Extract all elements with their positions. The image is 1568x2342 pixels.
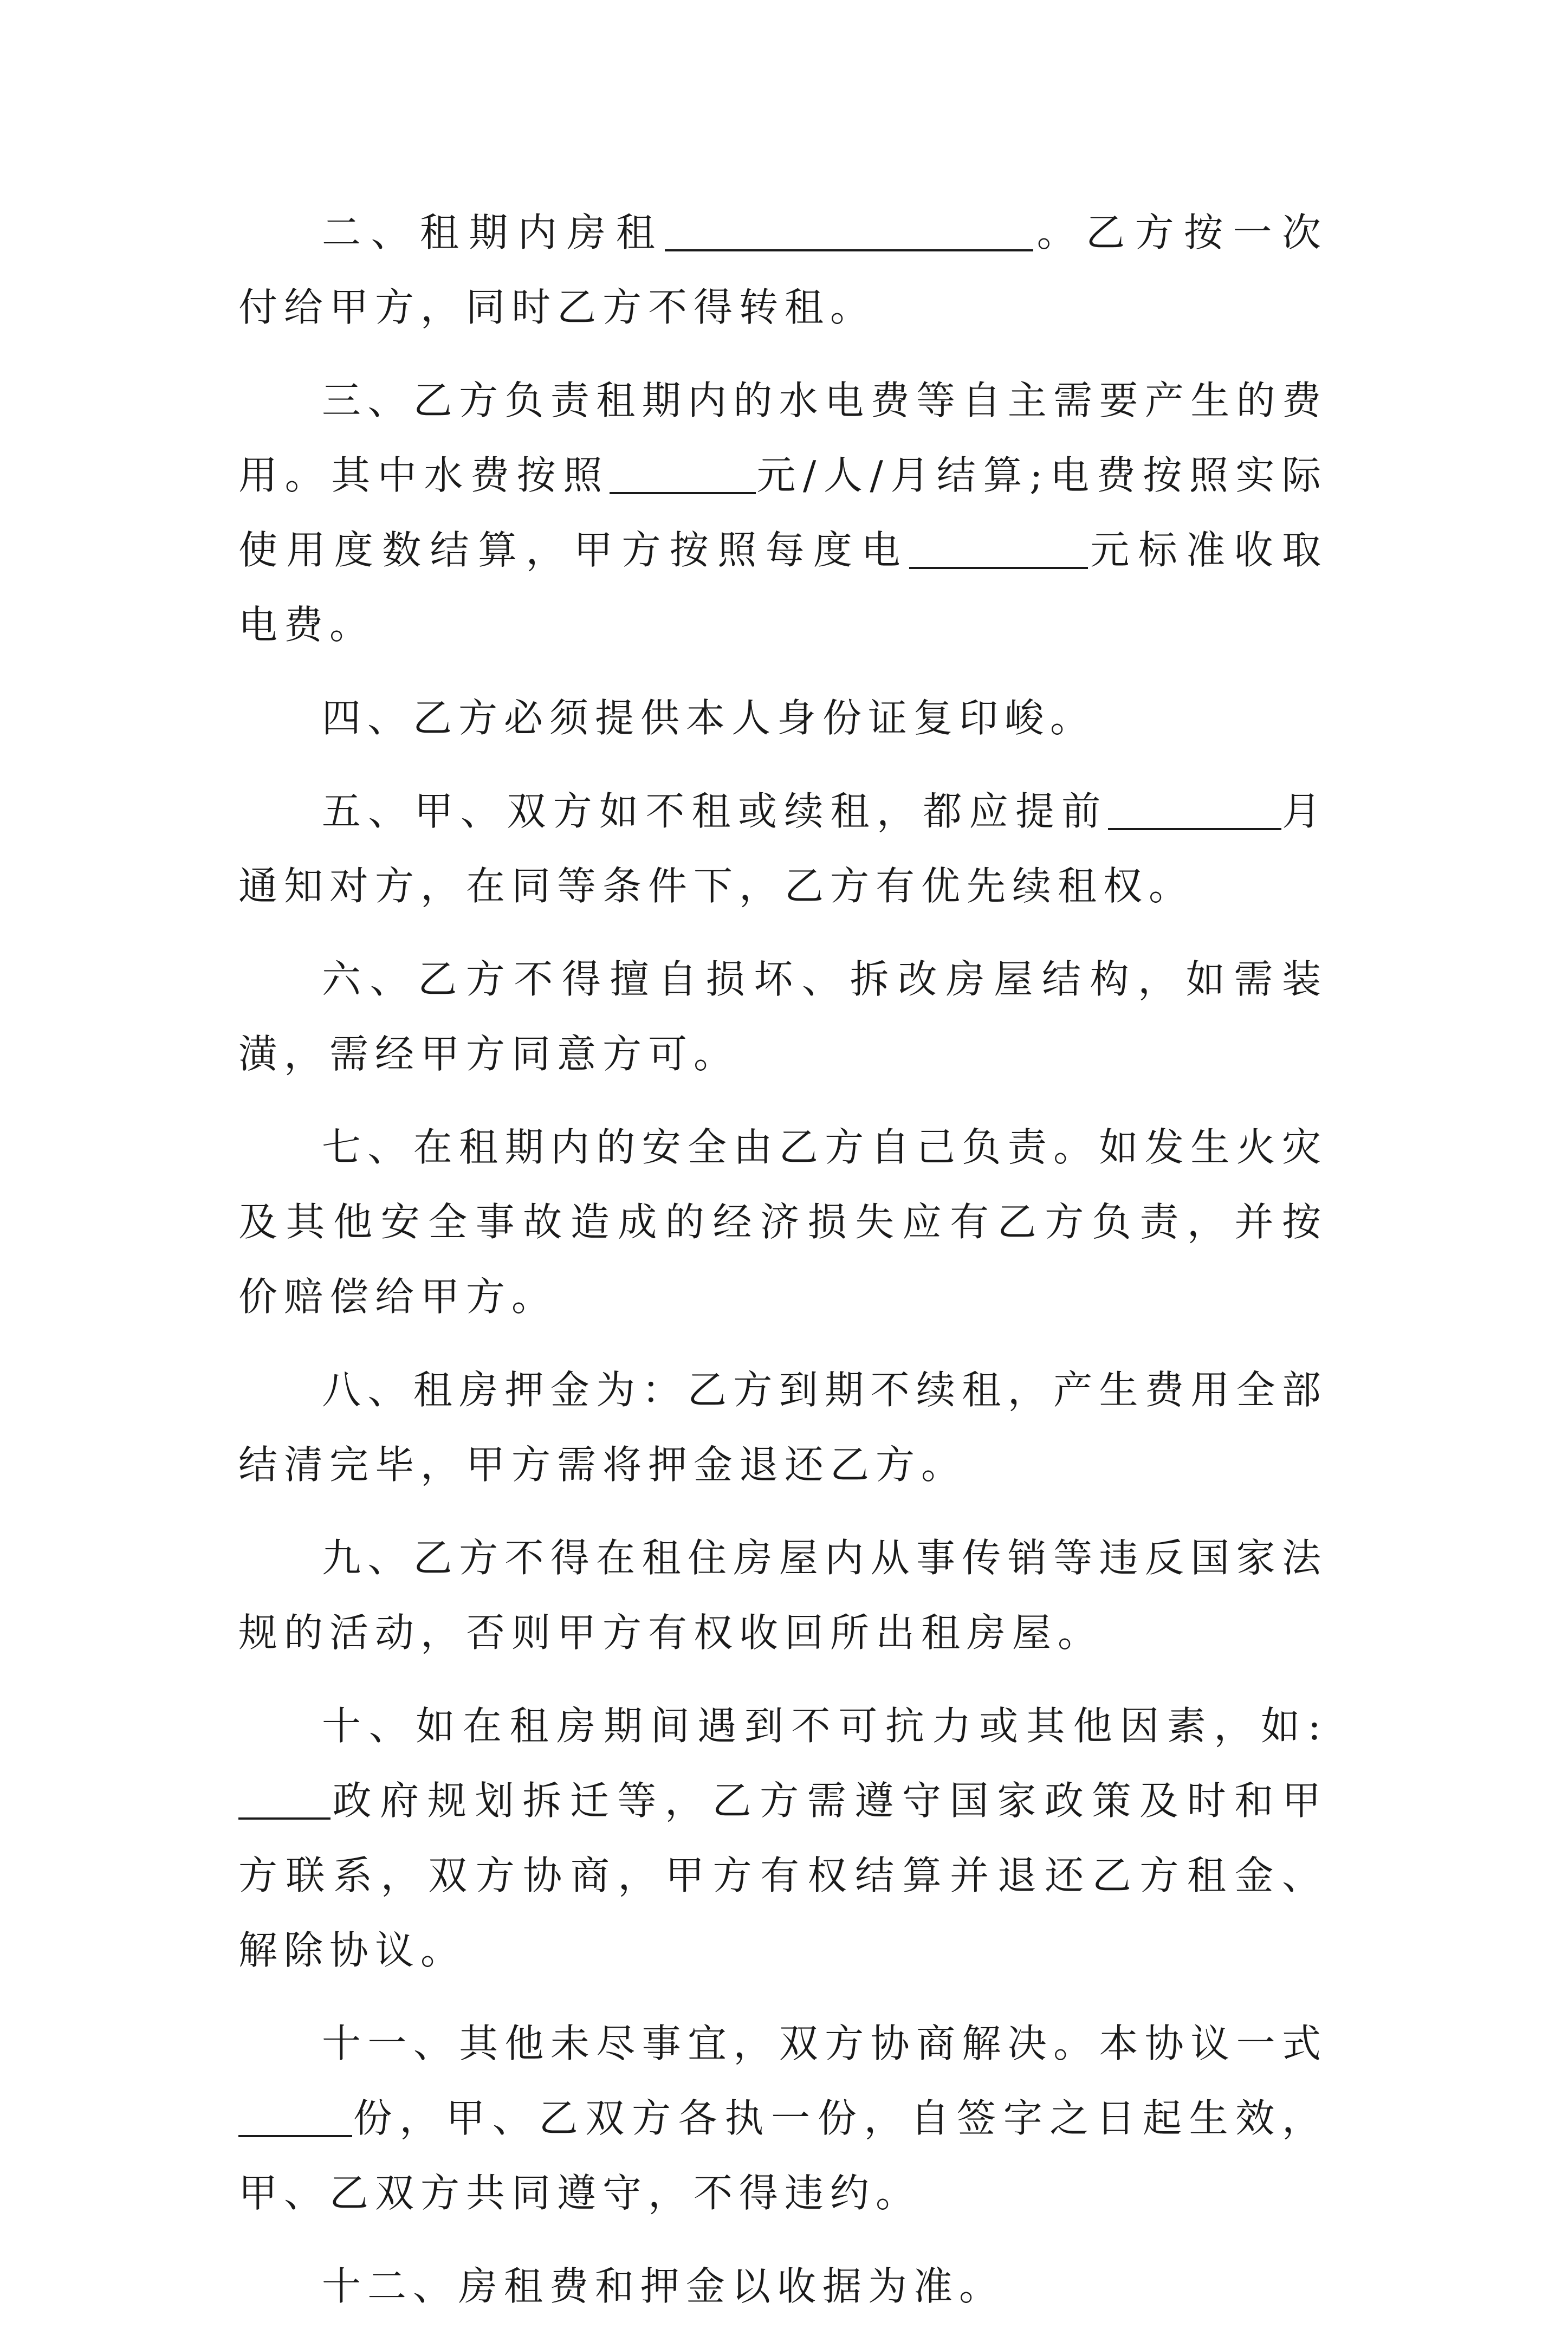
clause-3-text-c: 元标准收取电费。 bbox=[238, 527, 1327, 648]
clause-3-text-a: 三、乙方负责租期内的水电费等自主需要产生的费用。其中水费按照 bbox=[238, 378, 1327, 498]
rent-amount-blank bbox=[665, 210, 1033, 251]
agreement-body bbox=[238, 195, 1327, 2342]
clause-12 bbox=[238, 2249, 1327, 2324]
clause-11 bbox=[238, 2006, 1327, 2230]
clause-10-text-b: 政府规划拆迁等，乙方需遵守国家政策及时和甲方联系，双方协商，甲方有权结算并退还乙方租金、解除协议。 bbox=[238, 1778, 1327, 1973]
clause-4 bbox=[238, 681, 1327, 755]
clause-5-text-b: 月通知对方，在同等条件下，乙方有优先续租权。 bbox=[238, 788, 1327, 909]
clause-9 bbox=[238, 1521, 1327, 1670]
clause-7-text: 七、在租期内的安全由乙方自己负责。如发生火灾及其他安全事故造成的经济损失应有乙方负责，并按价赔偿给甲方。 bbox=[238, 1124, 1327, 1319]
clause-11-text-a: 十一、其他未尽事宜，双方协商解决。本协议一式 bbox=[322, 2021, 1327, 2066]
clause-3 bbox=[238, 363, 1327, 662]
clause-6-text: 六、乙方不得擅自损坏、拆改房屋结构，如需装潢，需经甲方同意方可。 bbox=[238, 956, 1327, 1077]
copies-count-blank bbox=[238, 2096, 352, 2137]
clause-12-text: 十二、房租费和押金以收据为准。 bbox=[322, 2263, 1005, 2309]
clause-10 bbox=[238, 1688, 1327, 1988]
force-majeure-blank bbox=[238, 1778, 331, 1820]
notice-months-blank bbox=[1108, 789, 1281, 830]
clause-5 bbox=[238, 774, 1327, 923]
clause-2-text-a: 二、租期内房租 bbox=[322, 210, 665, 255]
clause-10-text-a: 十、如在租房期间遇到不可抗力或其他因素，如: bbox=[322, 1703, 1327, 1749]
clause-3-text-b: 元/人/月结算;电费按照实际使用度数结算，甲方按照每度电 bbox=[238, 452, 1327, 573]
clause-6 bbox=[238, 942, 1327, 1091]
clause-11-text-b: 份，甲、乙双方各执一份，自签字之日起生效，甲、乙双方共同遵守，不得违约。 bbox=[238, 2095, 1327, 2216]
clause-2-text-b: 。乙方按一次付给甲方，同时乙方不得转租。 bbox=[238, 210, 1327, 330]
clause-7 bbox=[238, 1110, 1327, 1334]
clause-4-text: 四、乙方必须提供本人身份证复印峻。 bbox=[322, 695, 1096, 741]
clause-9-text: 九、乙方不得在租住房屋内从事传销等违反国家法规的活动，否则甲方有权收回所出租房屋。 bbox=[238, 1535, 1327, 1655]
water-fee-blank bbox=[610, 453, 756, 494]
clause-8-text: 八、租房押金为：乙方到期不续租，产生费用全部结清完毕，甲方需将押金退还乙方。 bbox=[238, 1367, 1327, 1487]
clause-2 bbox=[238, 195, 1327, 345]
clause-5-text-a: 五、甲、双方如不租或续租，都应提前 bbox=[322, 788, 1108, 834]
clause-8 bbox=[238, 1353, 1327, 1502]
electricity-rate-blank bbox=[909, 528, 1088, 569]
